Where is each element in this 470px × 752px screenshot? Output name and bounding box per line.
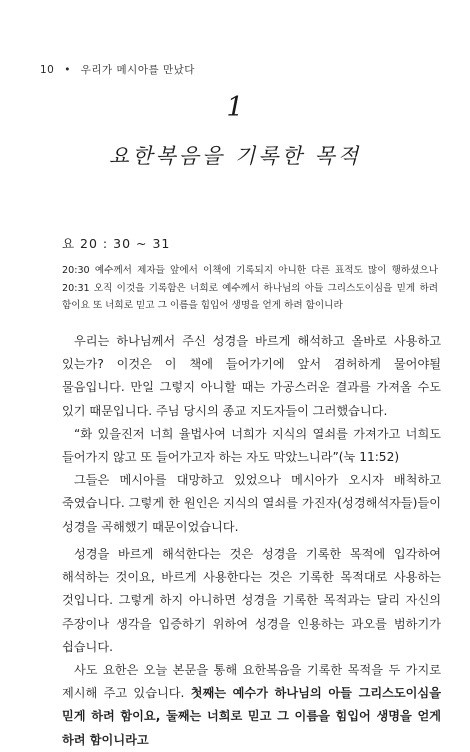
- paragraph-1: 우리는 하나님께서 주신 성경을 바르게 해석하고 올바로 사용하고 있는가? 이것은 이 책에 들어가기에 앞서 겸허하게 물어야될 물음입니다. 만일 그렇지 아니할 때는 가공스러운 결과를 가져올 수도 있기 때문입니다. 주님 당시의 종교 지도자들이 그러했습니다.: [62, 334, 441, 418]
- header-separator: •: [64, 64, 71, 76]
- running-header: [40, 62, 195, 77]
- chapter-title: 요한복음을 기록한 목적: [108, 144, 362, 168]
- body-section-2: [62, 543, 441, 752]
- paragraph-3: 그들은 메시아를 대망하고 있었으나 메시아가 오시자 배척하고 죽였습니다. 그렇게 한 원인은 지식의 열쇠를 가진자(성경해석자들)들이 성경을 곡해했기 때문이었습니다.: [62, 473, 441, 534]
- running-title: 우리가 메시아를 만났다: [80, 64, 195, 76]
- scripture-text: 20:30 예수께서 제자들 앞에서 이책에 기록되지 아니한 다른 표적도 많이 행하셨으나 20:31 오직 이것을 기록함은 너희로 예수께서 하나님의 아들 그리스도이심을 믿게 하려 함이요 또 너희로 믿고 그 이름을 힘입어 생명을 얻게 하려 함이니라: [62, 265, 438, 312]
- paragraph-5-emphasis: 첫째는 예수가 하나님의 아들 그리스도이심을 믿게 하려 함이요, 둘째는 너희로 믿고 그 이름을 힘입어 생명을 얻게 하려 함이니라고: [62, 686, 441, 747]
- quote-paragraph: “화 있을진저 너희 율법사여 너희가 지식의 열쇠를 가져가고 너희도 들어가지 않고 또 들어가고자 하는 자도 막았느니라”(눅 11:52): [62, 426, 441, 465]
- paragraph-5-intro: 사도 요한은 오늘 본문을 통해 요한복음을 기록한 목적을 두 가지로 제시해 주고 있습니다.: [62, 663, 441, 701]
- chapter-number: 1: [226, 92, 244, 123]
- page-number: 10: [40, 64, 55, 76]
- scripture-reference: 요 20 : 30 ~ 31: [62, 236, 171, 251]
- body-section-1: [62, 330, 441, 539]
- paragraph-5: [62, 659, 441, 752]
- paragraph-4: 성경을 바르게 해석한다는 것은 성경을 기록한 목적에 입각하여 해석하는 것이요, 바르게 사용한다는 것은 기록한 목적대로 사용하는 것입니다. 그렇게 하지 아니하면 성경을 기록한 목적과는 달리 자신의 주장이나 생각을 입증하기 위하여 성경을 인용하는 과오를 범하기가 쉽습니다.: [62, 547, 441, 654]
